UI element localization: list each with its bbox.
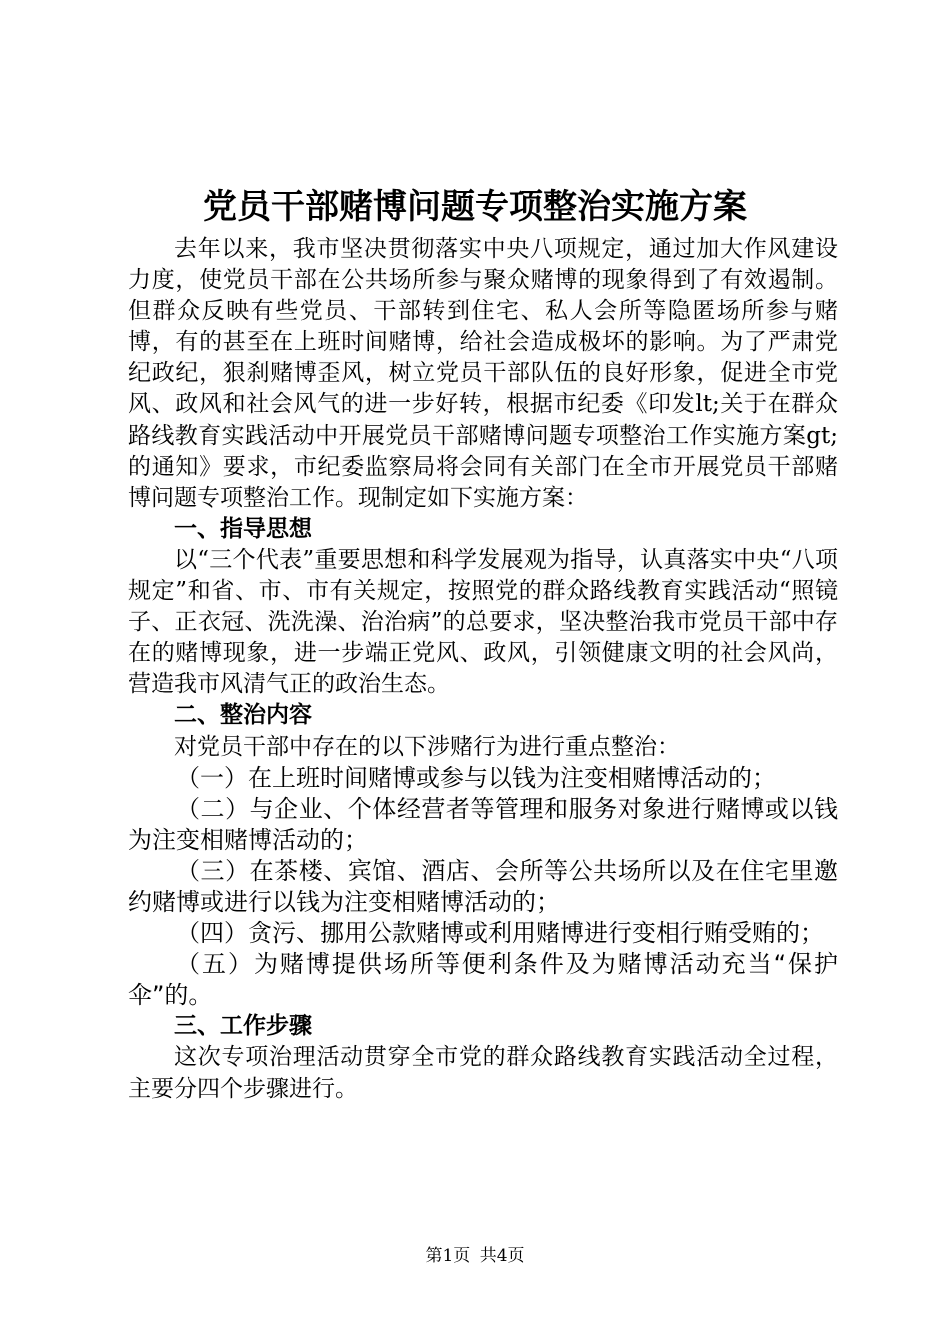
guiding-thought-paragraph: 以“三个代表”重要思想和科学发展观为指导，认真落实中央“八项规定”和省、市、市有关规定，按照党的群众路线教育实践活动“照镜子、正衣冠、洗洗澡、治治病”的总要求，坚决整治我市党员干部中存在的赌博现象，进一步端正党风、政风，引领健康文明的社会风尚，营造我市风清气正的政治生态。 bbox=[128, 546, 838, 698]
document-title: 党员干部赌博问题专项整治实施方案 bbox=[203, 187, 747, 227]
page-number-footer: 第1页 共4页 bbox=[425, 1246, 525, 1266]
rectification-item: （三）在茶楼、宾馆、酒店、会所等公共场所以及在住宅里邀约赌博或进行以钱为注变相赌博活动的； bbox=[128, 856, 838, 916]
intro-paragraph: 去年以来，我市坚决贯彻落实中央八项规定，通过加大作风建设力度，使党员干部在公共场所参与聚众赌博的现象得到了有效遏制。但群众反映有些党员、干部转到住宅、私人会所等隐匿场所参与赌博，有的甚至在上班时间赌博，给社会造成极坏的影响。为了严肃党纪政纪，狠刹赌博歪风，树立党员干部队伍的良好形象，促进全市党风、政风和社会风气的进一步好转，根据市纪委《印发lt;关于在群众路线教育实践活动中开展党员干部赌博问题专项整治工作实施方案gt;的通知》要求，市纪委监察局将会同有关部门在全市开展党员干部赌博问题专项整治工作。现制定如下实施方案： bbox=[128, 236, 838, 511]
document-body bbox=[128, 234, 838, 1105]
section-heading-rectification-content: 二、整治内容 bbox=[174, 702, 312, 729]
section-heading-guiding-thought: 一、指导思想 bbox=[174, 515, 312, 542]
rectification-content-paragraph: 对党员干部中存在的以下涉赌行为进行重点整治： bbox=[174, 733, 680, 760]
rectification-item: （四）贪污、挪用公款赌博或利用赌博进行变相行贿受贿的； bbox=[176, 919, 824, 948]
rectification-item: （一）在上班时间赌博或参与以钱为注变相赌博活动的； bbox=[176, 763, 776, 792]
rectification-item: （二）与企业、个体经营者等管理和服务对象进行赌博或以钱为注变相赌博活动的； bbox=[128, 794, 838, 854]
rectification-item: （五）为赌博提供场所等便利条件及为赌博活动充当“保护伞”的。 bbox=[128, 950, 838, 1010]
work-steps-paragraph: 这次专项治理活动贯穿全市党的群众路线教育实践活动全过程，主要分四个步骤进行。 bbox=[128, 1044, 838, 1102]
section-heading-work-steps: 三、工作步骤 bbox=[174, 1013, 312, 1040]
